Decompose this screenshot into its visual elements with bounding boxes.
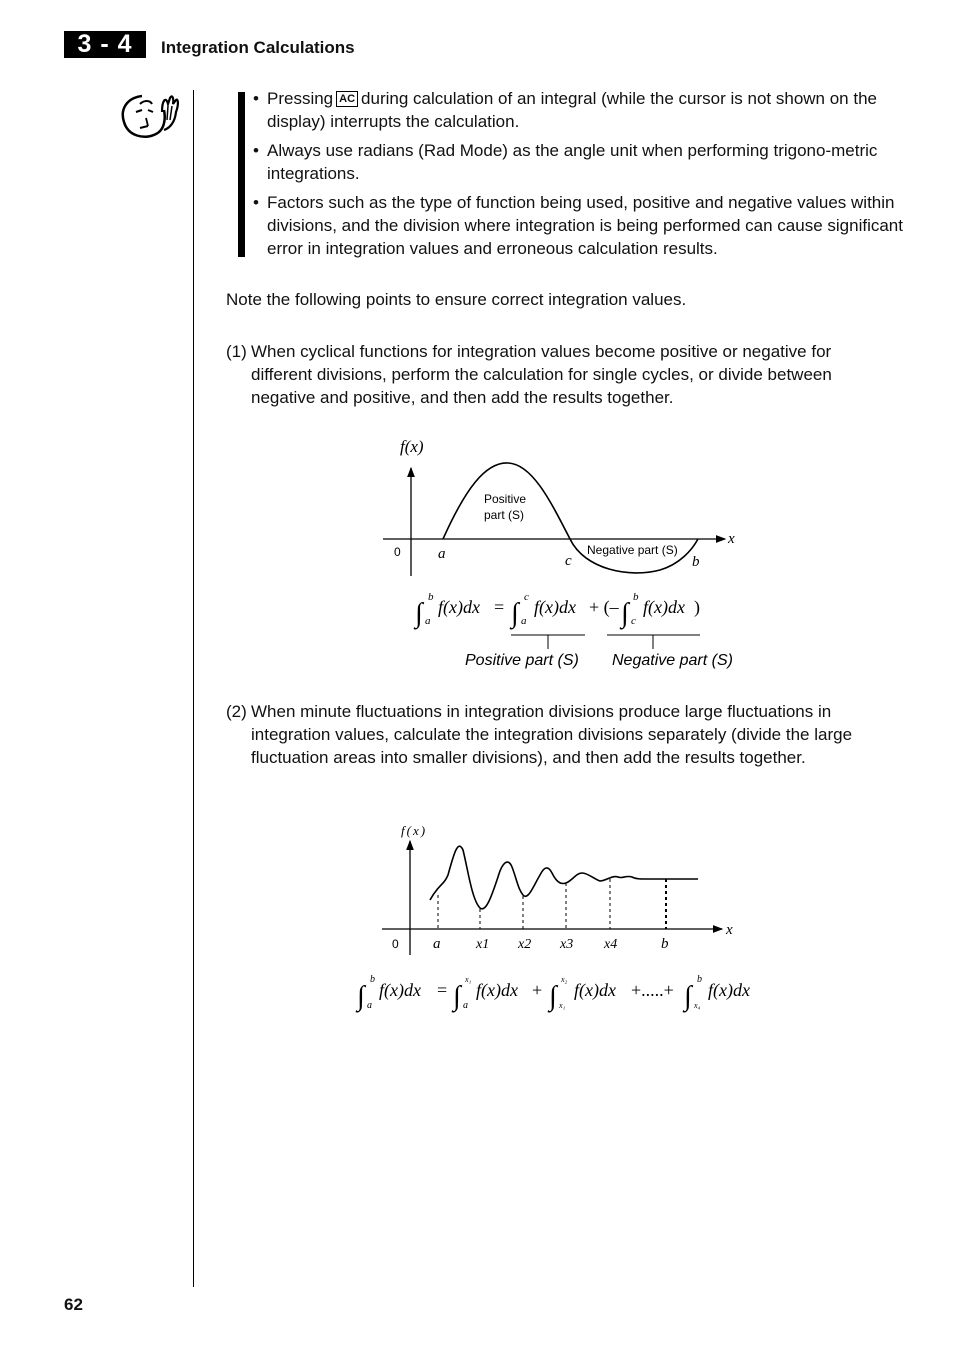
list-item — [226, 340, 886, 409]
lower-limit: x₄ — [694, 1001, 701, 1010]
plus: + — [532, 980, 543, 1000]
point-a: a — [438, 546, 446, 562]
point-b: b — [661, 936, 669, 952]
upper-limit: x₁ — [465, 975, 472, 984]
integral-sign-icon: ∫ — [621, 598, 629, 629]
page-number: 62 — [64, 1295, 83, 1314]
point-x4: x4 — [604, 937, 618, 952]
origin-label: 0 — [394, 545, 401, 559]
bullet-text: during calculation of an integral (while the cursor is not shown on the display) interrupts the calculation. — [267, 89, 877, 131]
integral-sign-icon: ∫ — [549, 981, 557, 1012]
integral-formula — [355, 974, 750, 1013]
integrand: f(x)dx — [708, 980, 750, 1000]
equals: = — [437, 980, 448, 1000]
bullet-item: • Pressing AC during calculation of an integral (while the cursor is not shown on the display) interrupts the calculation. — [253, 89, 877, 131]
point-x1: x1 — [476, 937, 490, 952]
lower-limit: a — [463, 1000, 468, 1011]
bullet-item: • Always use radians (Rad Mode) as the angle unit when performing trigono-metric integrations. — [253, 141, 878, 183]
integral-sign-icon: ∫ — [357, 981, 365, 1012]
division-lines — [438, 879, 666, 929]
item-text: When minute fluctuations in integration divisions produce large fluctuations in integration values, calculate the integration divisions separately (divide the large fluctuation areas into smaller divisions), and then add the results together. — [251, 702, 853, 767]
integral-sign-icon: ∫ — [453, 981, 461, 1012]
upper-limit: x₂ — [561, 975, 568, 984]
integrand: f(x)dx — [438, 597, 480, 617]
bracket-negative — [607, 635, 700, 649]
equals: = — [494, 597, 505, 617]
intro-note: Note the following points to ensure correct integration values. — [226, 290, 687, 309]
point-x3: x3 — [560, 937, 574, 952]
point-x2: x2 — [518, 937, 532, 952]
upper-limit: c — [524, 591, 529, 603]
figure-cyclical-integral — [370, 430, 770, 680]
lower-limit: a — [367, 1000, 372, 1011]
item-number: (2) — [226, 702, 247, 721]
bullet-text: Pressing — [267, 89, 334, 108]
lower-limit: a — [425, 615, 431, 627]
integral-sign-icon: ∫ — [415, 598, 423, 629]
bracket-positive — [511, 635, 585, 649]
close-paren: ) — [694, 597, 700, 617]
x-axis-label: x — [728, 531, 735, 547]
bullet-text: Factors such as the type of function being used, positive and negative values within divisions, and the division where integration is being performed can cause significant error in integration values and erroneous calculation results. — [267, 193, 903, 258]
list-item — [226, 700, 886, 769]
section-title: Integration Calculations — [161, 38, 355, 57]
item-text: When cyclical functions for integration values become positive or negative for different divisions, perform the calculation for single cycles, or divide between negative and positive, and then add the results together. — [251, 342, 832, 407]
integral-sign-icon: ∫ — [511, 598, 519, 629]
upper-limit: b — [428, 591, 434, 603]
positive-label: part (S) — [484, 508, 525, 522]
integrand: f(x)dx — [534, 597, 576, 617]
negative-label: Negative part (S) — [587, 543, 678, 557]
lower-limit: a — [521, 615, 527, 627]
y-axis-label: f(x) — [401, 823, 428, 838]
integrand: f(x)dx — [574, 980, 616, 1000]
y-axis-label: f(x) — [400, 437, 424, 456]
dots: +.....+ — [631, 980, 674, 1000]
point-a: a — [433, 936, 441, 952]
lower-limit: x₁ — [559, 1001, 566, 1010]
item-number: (1) — [226, 342, 247, 361]
note-bar — [238, 92, 245, 257]
integrand: f(x)dx — [643, 597, 685, 617]
plus-open: + (– — [589, 597, 619, 617]
bullet-item: • Factors such as the type of function being used, positive and negative values within divisions, and the division where integration is being performed can cause significant error in integration values and erroneous calculation results. — [253, 193, 903, 258]
integral-formula — [413, 591, 700, 630]
function-curve — [430, 846, 698, 909]
upper-limit: b — [633, 591, 639, 603]
note-bullets — [253, 87, 903, 266]
bullet-text: Always use radians (Rad Mode) as the angle unit when performing trigono-metric integrations. — [267, 141, 878, 183]
margin-rule — [193, 90, 194, 1287]
section-number-badge: 3 - 4 — [64, 31, 146, 58]
thinking-face-icon — [118, 90, 182, 144]
caption-negative: Negative part (S) — [612, 652, 733, 669]
figure-fluctuation-integral — [350, 815, 780, 1025]
ac-key-icon: AC — [336, 91, 358, 107]
integrand: f(x)dx — [379, 980, 421, 1000]
origin-label: 0 — [392, 937, 399, 951]
point-b: b — [692, 554, 700, 570]
integrand: f(x)dx — [476, 980, 518, 1000]
positive-label: Positive — [484, 492, 527, 506]
upper-limit: b — [697, 974, 702, 985]
point-c: c — [565, 553, 572, 569]
lower-limit: c — [631, 615, 636, 627]
integral-sign-icon: ∫ — [684, 981, 692, 1012]
upper-limit: b — [370, 974, 375, 985]
x-axis-label: x — [726, 922, 733, 938]
caption-positive: Positive part (S) — [465, 652, 579, 669]
